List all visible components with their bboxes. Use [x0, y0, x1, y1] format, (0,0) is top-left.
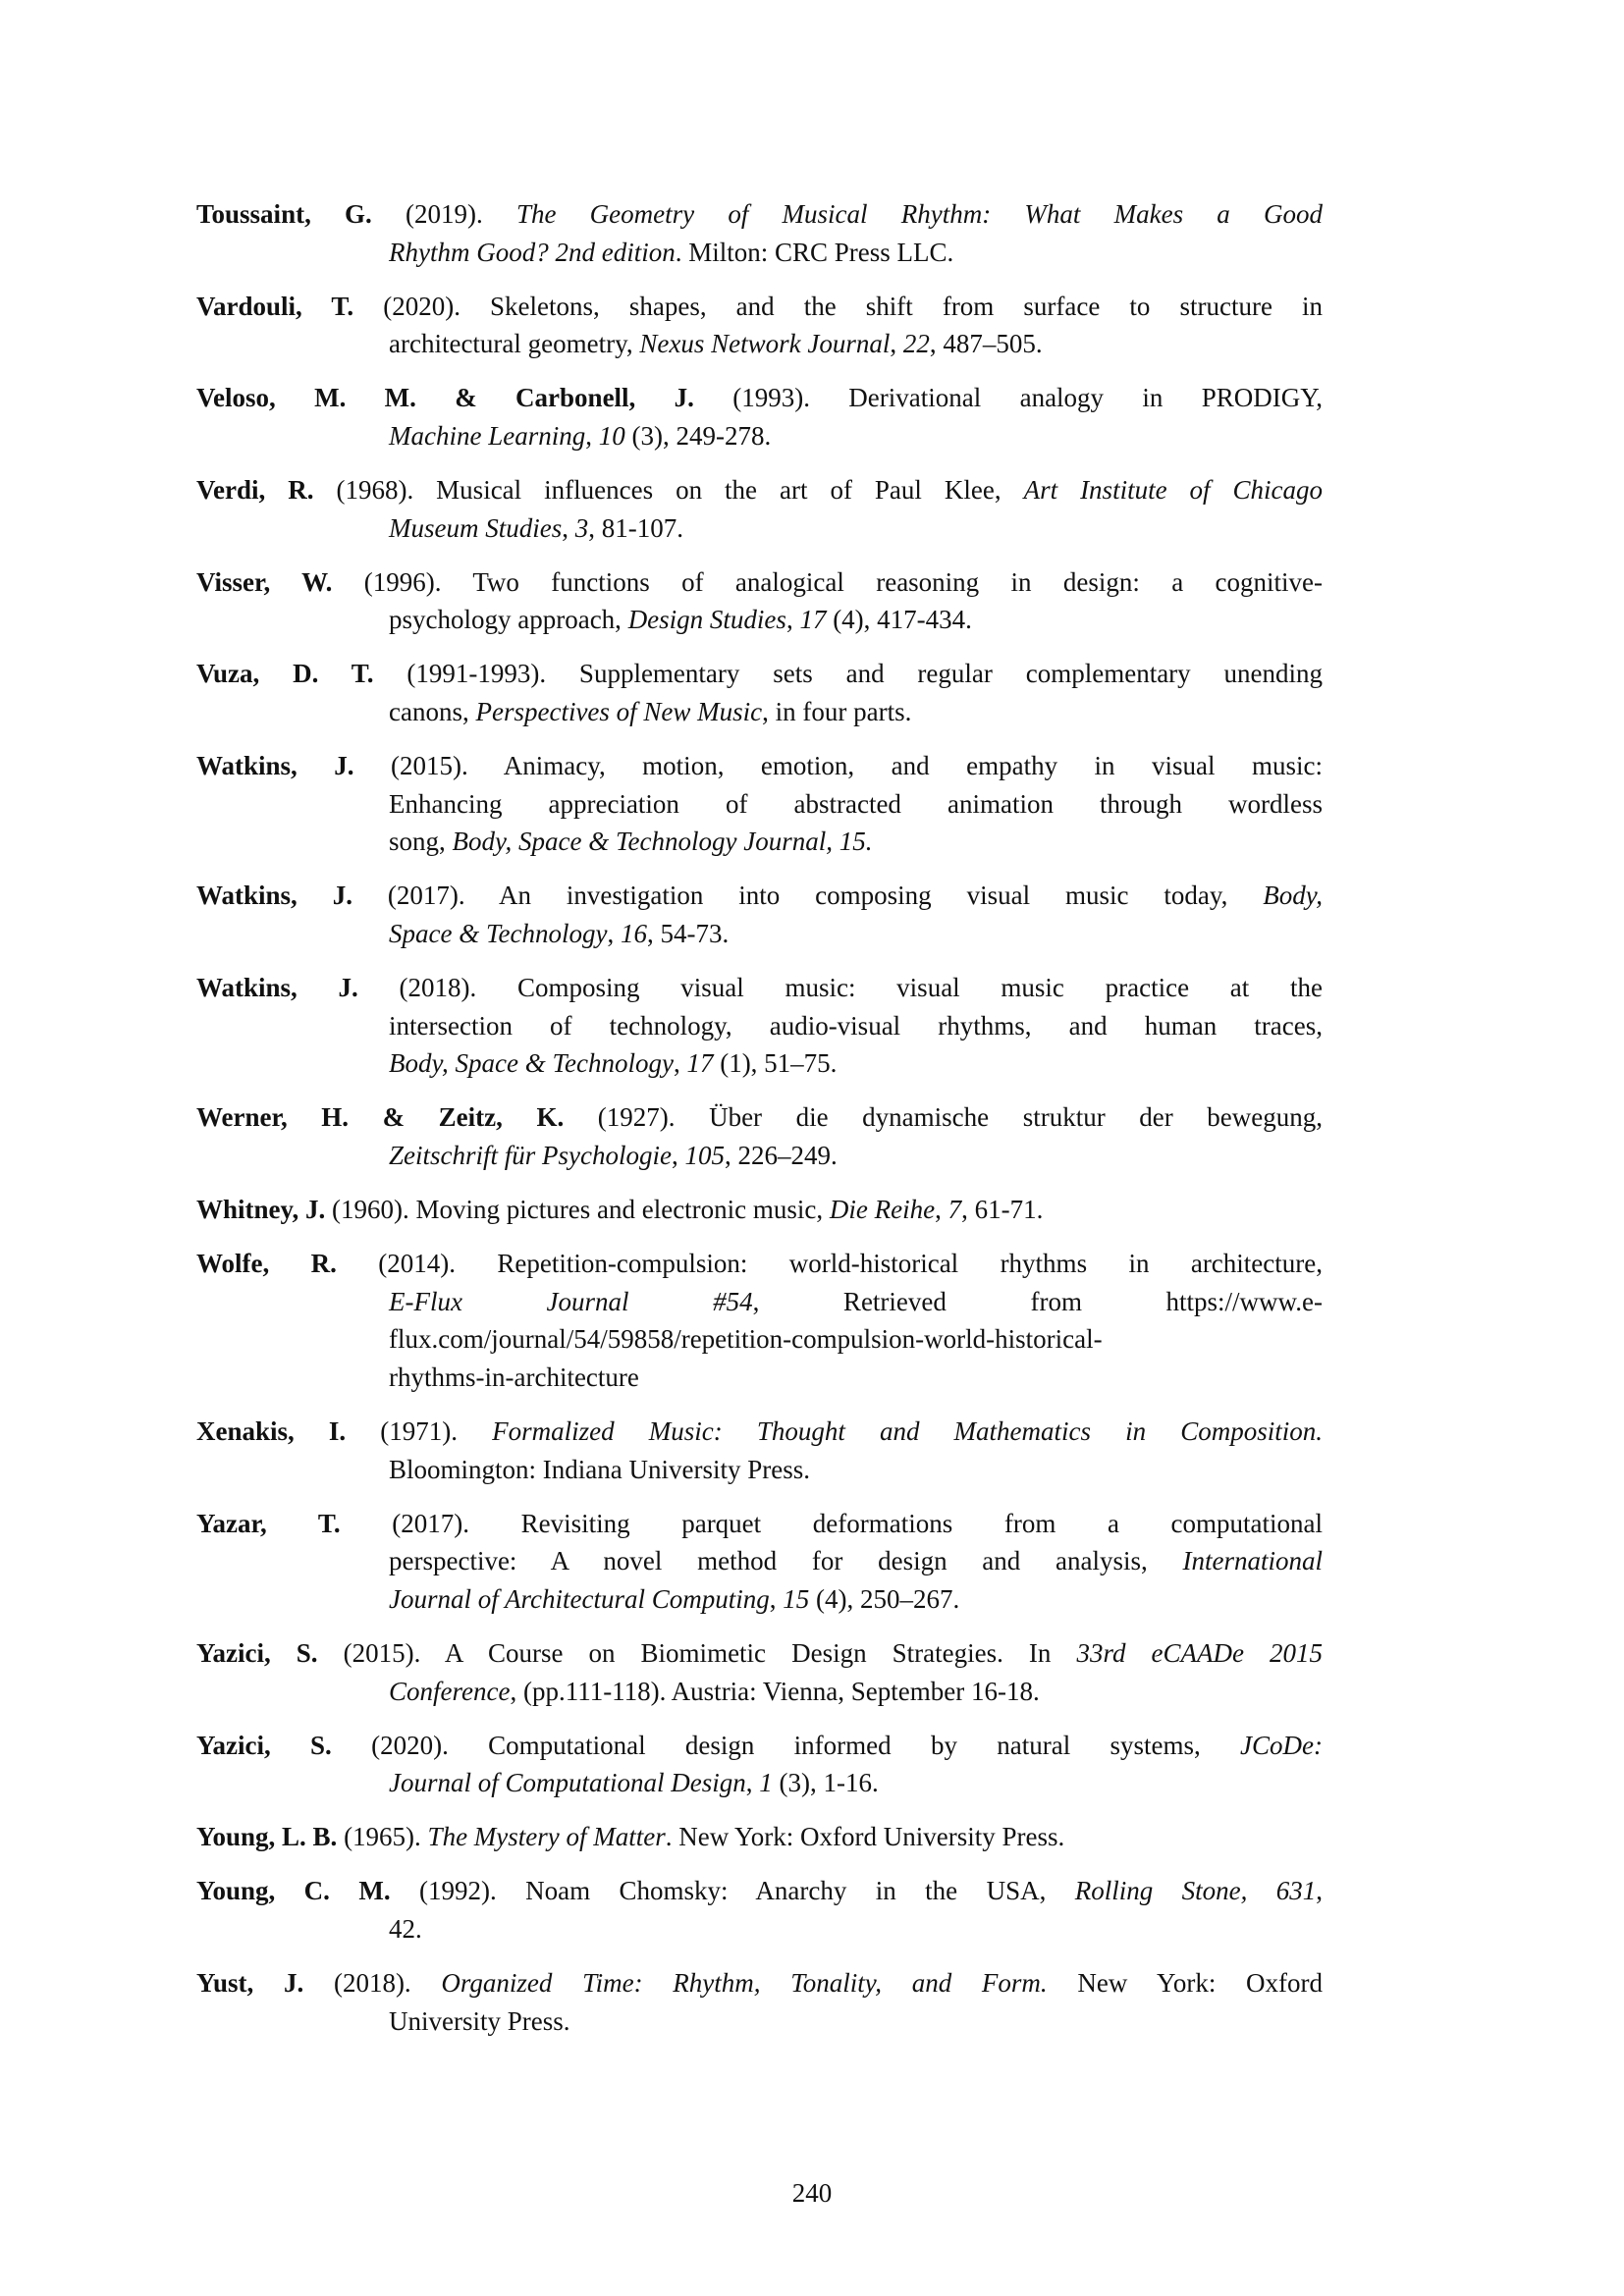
reference-text: (1927). Über die dynamische struktur der bewegung,: [597, 1102, 1323, 1133]
reference-entry: [196, 1413, 1323, 1488]
reference-text: (4), 417-434.: [826, 605, 972, 635]
reference-title: Rhythm Good? 2nd edition: [389, 237, 676, 267]
reference-author: Watkins, J.: [196, 751, 354, 781]
reference-title: Die Reihe: [829, 1195, 936, 1225]
reference-line: [196, 1764, 1323, 1802]
reference-entry: [196, 1634, 1323, 1710]
reference-entry: [196, 747, 1323, 861]
reference-text: architectural geometry,: [389, 329, 640, 359]
reference-entry: [196, 1818, 1323, 1856]
reference-title: E-Flux Journal #54: [389, 1286, 753, 1316]
reference-text: (2014). Repetition-compulsion: world-historical rhythms in architecture,: [378, 1249, 1323, 1279]
reference-text: ,: [585, 420, 599, 451]
reference-line: [196, 1872, 1323, 1910]
reference-line: [196, 1283, 1323, 1321]
reference-title: 3: [574, 512, 589, 543]
reference-title: JCoDe:: [1240, 1730, 1323, 1760]
reference-entry: [196, 655, 1323, 730]
reference-line: [196, 1727, 1323, 1765]
reference-text: ,: [890, 329, 903, 359]
reference-line: [196, 417, 1323, 455]
reference-text: (4), 250–267.: [809, 1583, 960, 1614]
page-number: 240: [791, 2178, 833, 2208]
reference-text: canons,: [389, 697, 476, 727]
reference-text: (1991-1993). Supplementary sets and regular complementary unending: [406, 659, 1323, 689]
reference-text: song,: [389, 827, 453, 857]
reference-line: [196, 195, 1323, 234]
reference-entry: [196, 288, 1323, 363]
reference-title: 105: [684, 1140, 725, 1170]
reference-text: (1965).: [344, 1822, 428, 1852]
reference-author: Watkins, J.: [196, 881, 352, 911]
reference-title: Rolling Stone, 631: [1074, 1876, 1317, 1906]
reference-title: Body, Space & Technology: [389, 1048, 674, 1079]
reference-line: [196, 1451, 1323, 1489]
reference-author: Young, L. B.: [196, 1822, 338, 1852]
reference-text: ,: [1316, 1876, 1323, 1906]
reference-author: Watkins, J.: [196, 973, 358, 1003]
reference-entry: [196, 1245, 1323, 1396]
reference-text: , in four parts.: [762, 697, 912, 727]
reference-text: ,: [769, 1583, 784, 1614]
reference-line: [196, 1191, 1323, 1229]
reference-title: 33rd eCAADe 2015: [1076, 1638, 1323, 1668]
reference-line: [196, 1505, 1323, 1543]
reference-title: 16: [620, 919, 647, 948]
reference-text: intersection of technology, audio-visual rhythms, and human traces,: [389, 1010, 1323, 1041]
reference-title: Formalized Music: Thought and Mathematics in Composition.: [492, 1416, 1323, 1447]
reference-author: Young, C. M.: [196, 1876, 391, 1906]
reference-author: Werner, H. & Zeitz, K.: [196, 1102, 565, 1133]
reference-title: Machine Learning: [389, 420, 586, 451]
reference-line: [196, 1044, 1323, 1083]
reference-line: [196, 1245, 1323, 1283]
reference-text: . Milton: CRC Press LLC.: [675, 237, 954, 267]
reference-text: Bloomington: Indiana University Press.: [389, 1454, 810, 1484]
reference-text: , (pp.111-118). Austria: Vienna, September 16-18.: [510, 1676, 1040, 1706]
reference-text: New York: Oxford: [1047, 1968, 1323, 1999]
reference-title: The Geometry of Musical Rhythm: What Makes a Good: [515, 199, 1323, 229]
reference-title: Museum Studies: [389, 512, 563, 543]
reference-text: (2019).: [406, 199, 516, 229]
reference-author: Xenakis, I.: [196, 1416, 347, 1447]
reference-title: 15: [783, 1583, 810, 1614]
reference-text: , 81-107.: [588, 512, 683, 543]
reference-text: flux.com/journal/54/59858/repetition-compulsion-world-historical-: [389, 1324, 1103, 1355]
reference-text: ,: [562, 512, 575, 543]
reference-line: [196, 471, 1323, 509]
reference-line: [196, 1542, 1323, 1580]
reference-list: [196, 195, 1323, 2056]
reference-line: [196, 1580, 1323, 1619]
reference-line: [196, 379, 1323, 417]
reference-entry: [196, 1727, 1323, 1802]
reference-text: (1968). Musical influences on the art of Paul Klee,: [336, 475, 1024, 506]
reference-author: Yust, J.: [196, 1968, 304, 1999]
reference-text: (2020). Skeletons, shapes, and the shift from surface to structure in: [383, 291, 1323, 321]
reference-author: Visser, W.: [196, 566, 333, 597]
reference-line: [196, 601, 1323, 639]
reference-title: Body, Space & Technology Journal, 15.: [452, 827, 873, 857]
reference-title: Zeitschrift für Psychologie: [389, 1140, 672, 1170]
reference-text: ,: [745, 1768, 760, 1798]
reference-entry: [196, 1872, 1323, 1948]
reference-line: [196, 747, 1323, 785]
reference-text: . New York: Oxford University Press.: [665, 1822, 1065, 1852]
reference-line: [196, 655, 1323, 693]
reference-line: [196, 509, 1323, 548]
reference-text: (2017). An investigation into composing visual music today,: [387, 881, 1264, 911]
reference-text: , Retrieved from https://www.e-: [752, 1286, 1323, 1316]
reference-line: [196, 1964, 1323, 2002]
reference-text: perspective: A novel method for design and analysis,: [389, 1546, 1183, 1576]
reference-text: ,: [671, 1140, 685, 1170]
reference-title: Nexus Network Journal: [639, 329, 891, 359]
reference-text: (2018).: [333, 1968, 442, 1999]
reference-line: [196, 877, 1323, 915]
reference-text: (2020). Computational design informed by natural systems,: [371, 1730, 1241, 1760]
reference-text: (3), 1-16.: [772, 1768, 879, 1798]
reference-text: (3), 249-278.: [624, 420, 772, 451]
reference-title: 7: [947, 1195, 962, 1225]
reference-text: (1971).: [380, 1416, 493, 1447]
reference-author: Veloso, M. M. & Carbonell, J.: [196, 383, 694, 413]
reference-entry: [196, 1098, 1323, 1174]
reference-line: [196, 1910, 1323, 1949]
reference-title: Journal of Computational Design: [389, 1768, 746, 1798]
reference-text: (1), 51–75.: [713, 1048, 838, 1079]
reference-line: [196, 1818, 1323, 1856]
reference-entry: [196, 195, 1323, 271]
reference-line: [196, 325, 1323, 363]
reference-text: (2015). Animacy, motion, emotion, and empathy in visual music:: [391, 751, 1323, 781]
reference-title: 10: [598, 420, 625, 451]
reference-author: Yazici, S.: [196, 1730, 332, 1760]
reference-text: , 54-73.: [646, 919, 730, 948]
reference-text: (2015). A Course on Biomimetic Design Strategies. In: [343, 1638, 1077, 1668]
reference-line: [196, 915, 1323, 953]
reference-title: 1: [759, 1768, 773, 1798]
reference-line: [196, 1098, 1323, 1137]
reference-text: ,: [607, 919, 621, 948]
reference-entry: [196, 379, 1323, 454]
reference-line: [196, 1634, 1323, 1673]
reference-text: psychology approach,: [389, 605, 628, 635]
reference-text: , 487–505.: [929, 329, 1043, 359]
reference-text: , 226–249.: [724, 1140, 838, 1170]
reference-title: Conference: [389, 1676, 511, 1706]
reference-title: Journal of Architectural Computing: [389, 1583, 770, 1614]
reference-line: [196, 1413, 1323, 1451]
reference-title: Design Studies: [627, 605, 786, 635]
reference-line: [196, 823, 1323, 861]
reference-author: Wolfe, R.: [196, 1249, 337, 1279]
reference-author: Vuza, D. T.: [196, 659, 374, 689]
reference-line: [196, 563, 1323, 602]
reference-text: 42.: [389, 1914, 422, 1945]
reference-entry: [196, 1964, 1323, 2040]
reference-line: [196, 1359, 1323, 1397]
reference-line: [196, 785, 1323, 824]
reference-text: ,: [673, 1048, 687, 1079]
reference-title: The Mystery of Matter: [427, 1822, 666, 1852]
reference-title: 17: [799, 605, 827, 635]
reference-line: [196, 2002, 1323, 2041]
reference-text: University Press.: [389, 2005, 570, 2036]
reference-line: [196, 288, 1323, 326]
reference-author: Verdi, R.: [196, 475, 314, 506]
reference-author: Whitney, J.: [196, 1195, 326, 1225]
reference-title: Art Institute of Chicago: [1023, 475, 1323, 506]
reference-line: [196, 693, 1323, 731]
reference-text: rhythms-in-architecture: [389, 1362, 639, 1392]
reference-title: Space & Technology: [389, 919, 608, 948]
reference-text: Enhancing appreciation of abstracted animation through wordless: [389, 788, 1323, 819]
reference-entry: [196, 1191, 1323, 1229]
reference-text: ,: [785, 605, 800, 635]
reference-line: [196, 1007, 1323, 1045]
reference-author: Toussaint, G.: [196, 199, 372, 229]
reference-line: [196, 969, 1323, 1007]
reference-text: (2018). Composing visual music: visual music practice at the: [399, 973, 1323, 1003]
reference-entry: [196, 471, 1323, 547]
reference-line: [196, 1137, 1323, 1175]
reference-author: Yazici, S.: [196, 1638, 318, 1668]
reference-entry: [196, 563, 1323, 639]
reference-title: 22: [902, 329, 930, 359]
reference-entry: [196, 877, 1323, 952]
reference-title: International: [1182, 1546, 1323, 1576]
reference-text: (1993). Derivational analogy in PRODIGY,: [732, 383, 1323, 413]
reference-text: (1996). Two functions of analogical reasoning in design: a cognitive-: [363, 566, 1323, 597]
reference-title: Body,: [1263, 881, 1323, 911]
reference-line: [196, 1673, 1323, 1711]
reference-author: Vardouli, T.: [196, 291, 354, 321]
reference-text: ,: [935, 1195, 948, 1225]
reference-line: [196, 234, 1323, 272]
reference-text: (2017). Revisiting parquet deformations from a computational: [392, 1508, 1323, 1538]
reference-text: (1960). Moving pictures and electronic music,: [332, 1195, 830, 1225]
reference-text: , 61-71.: [961, 1195, 1044, 1225]
reference-title: 17: [686, 1048, 714, 1079]
reference-title: Organized Time: Rhythm, Tonality, and Form.: [441, 1968, 1048, 1999]
reference-author: Yazar, T.: [196, 1508, 341, 1538]
reference-text: (1992). Noam Chomsky: Anarchy in the USA,: [418, 1876, 1075, 1906]
reference-line: [196, 1320, 1323, 1359]
reference-entry: [196, 1505, 1323, 1619]
reference-title: Perspectives of New Music: [475, 697, 763, 727]
reference-entry: [196, 969, 1323, 1083]
